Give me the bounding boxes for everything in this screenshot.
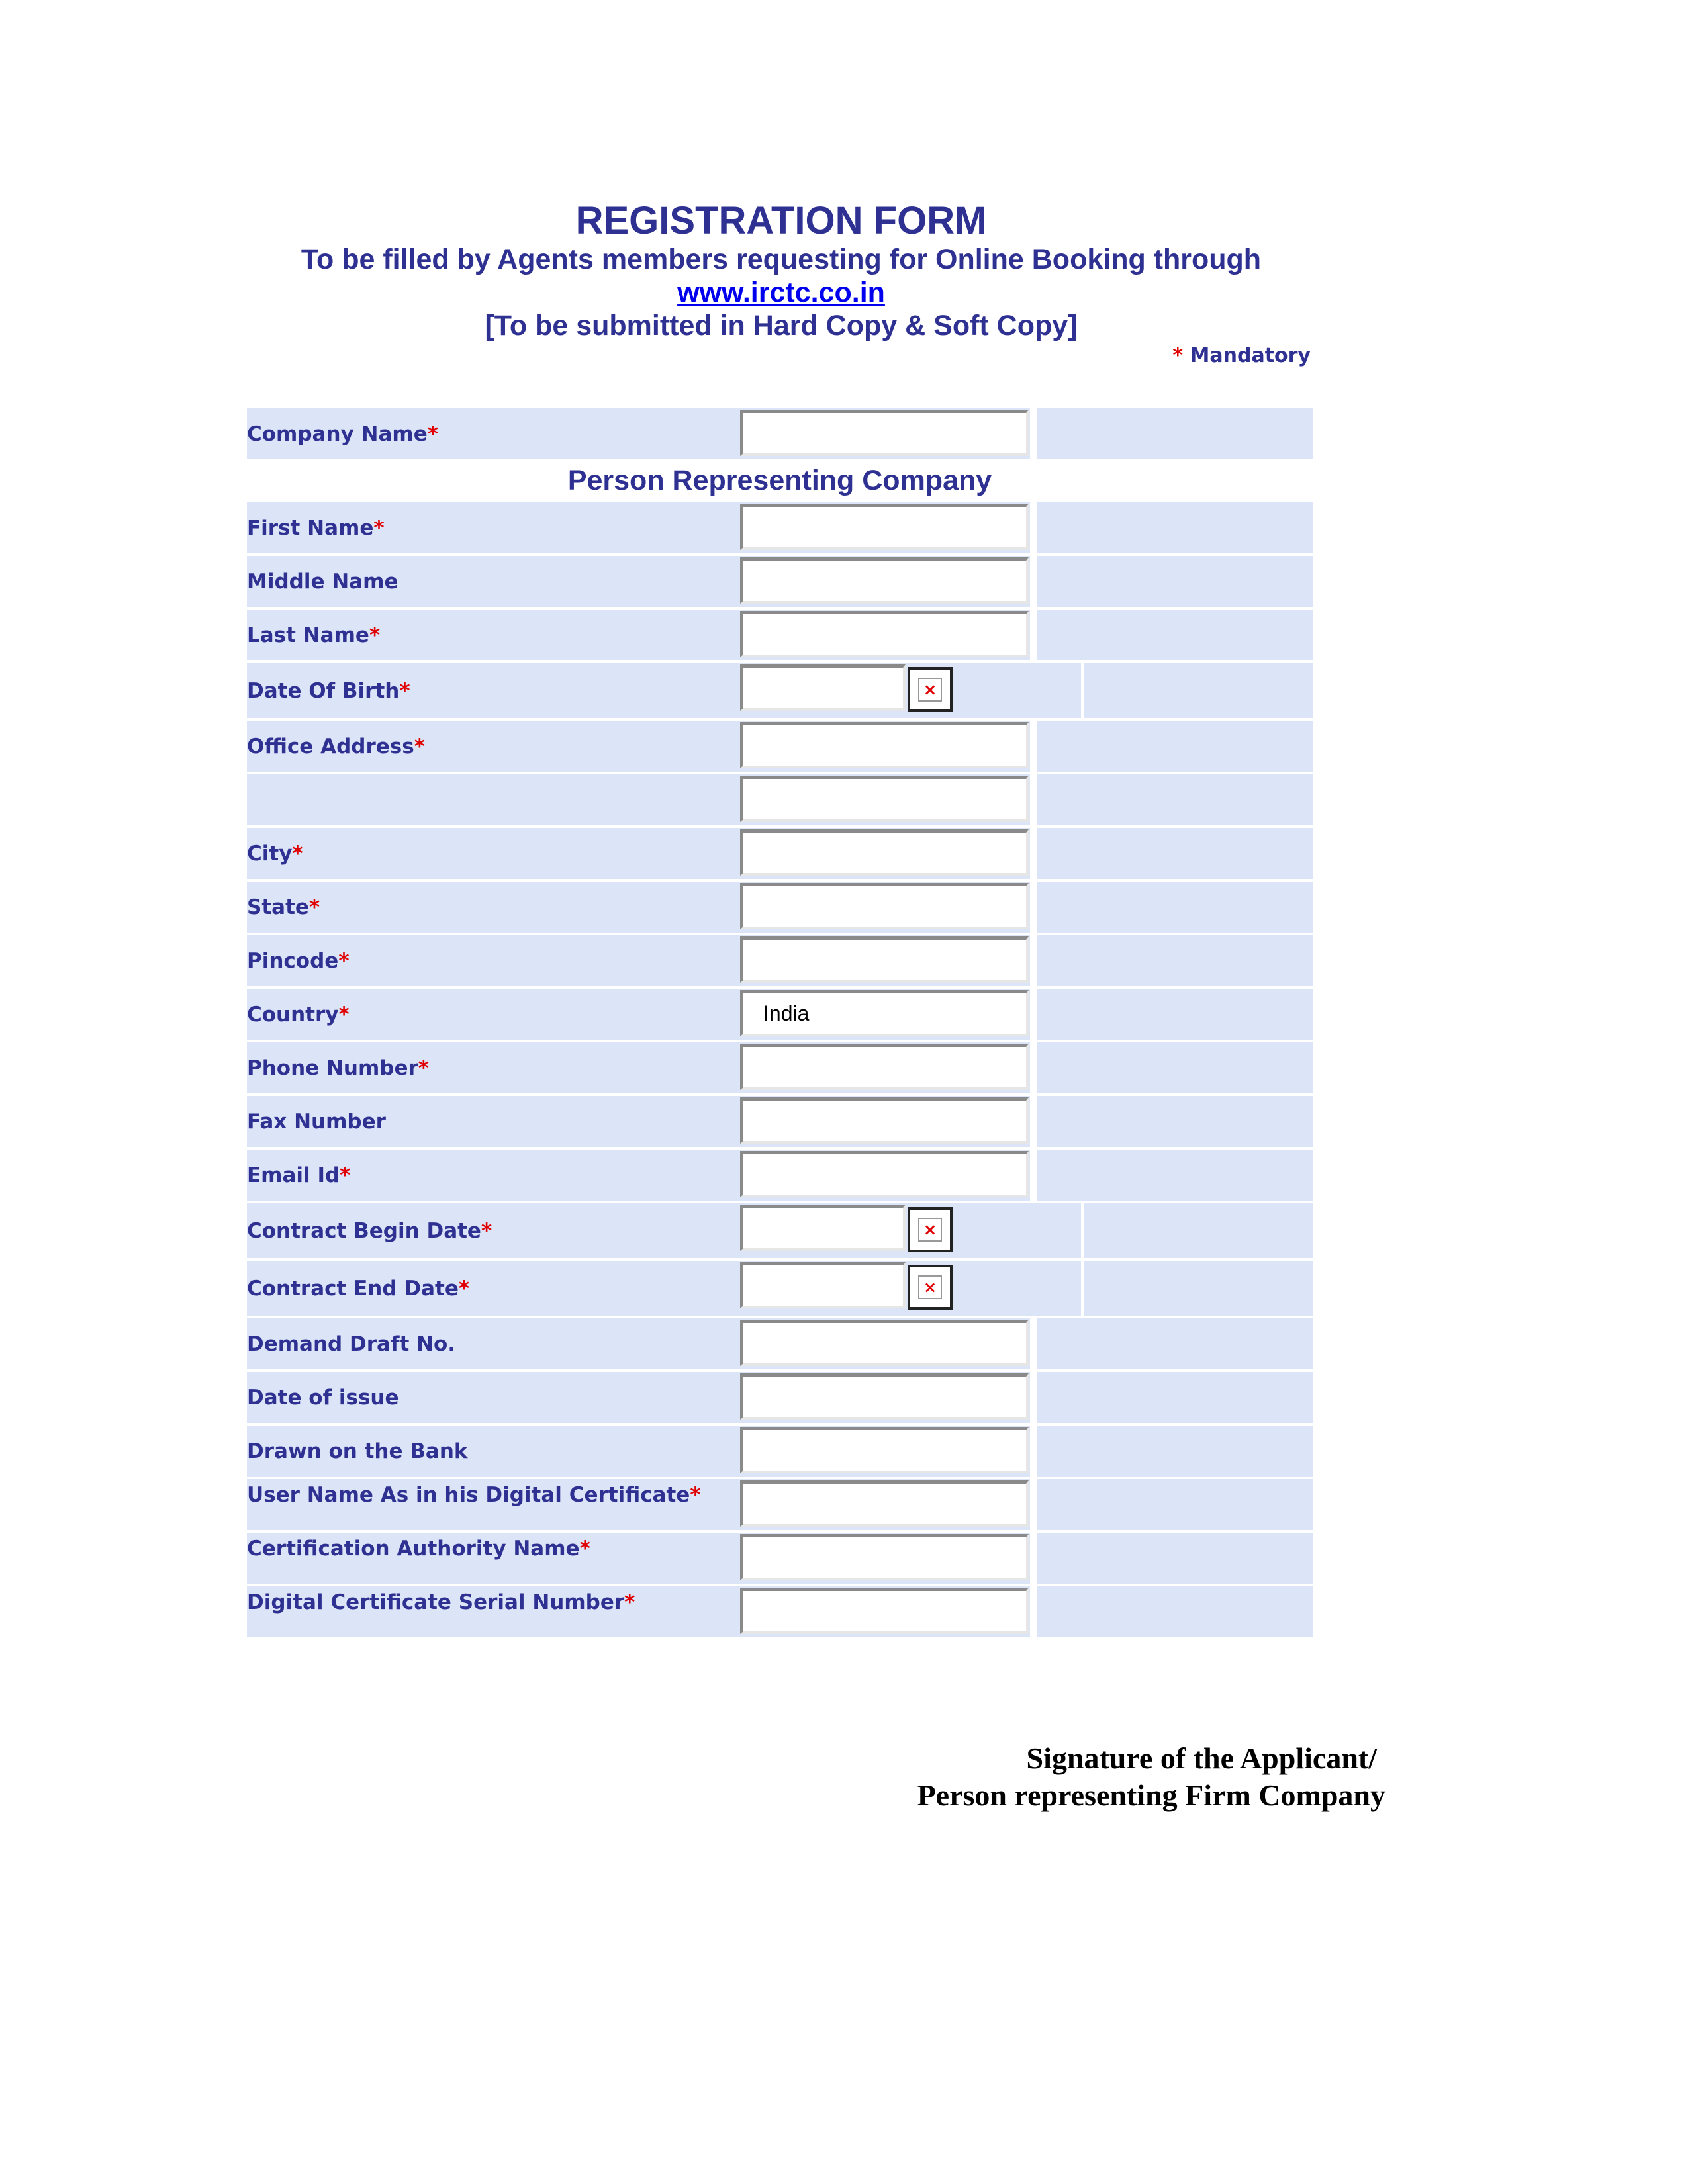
phone-number-input[interactable] (740, 1044, 1029, 1090)
middle-name-input[interactable] (740, 557, 1029, 604)
row-office-address-2 (247, 774, 1313, 828)
middle-name-label: Middle Name (247, 556, 740, 607)
row-certification-authority (247, 1533, 1313, 1586)
email-id-input[interactable] (740, 1151, 1029, 1197)
section-person-representing: Person Representing Company (247, 462, 1313, 502)
contract-begin-date-label: Contract Begin Date * (247, 1203, 740, 1258)
row-demand-draft-no (247, 1318, 1313, 1372)
date-of-issue-label: Date of issue (247, 1372, 740, 1423)
row-fax-number (247, 1096, 1313, 1150)
signature-line-1: Signature of the Applicant/ (1026, 1741, 1377, 1775)
dob-calendar-icon[interactable]: × (908, 667, 953, 712)
certificate-serial-label: Digital Certificate Serial Number * (247, 1586, 740, 1637)
user-name-certificate-input[interactable] (740, 1480, 1029, 1527)
contract-begin-date-input[interactable] (740, 1205, 906, 1251)
row-middle-name (247, 556, 1313, 610)
irctc-link[interactable]: www.irctc.co.in (677, 277, 885, 308)
first-name-input[interactable] (740, 504, 1029, 550)
signature-line-2: Person representing Firm Company (917, 1778, 1385, 1812)
pincode-input[interactable] (740, 936, 1029, 983)
row-phone-number (247, 1042, 1313, 1096)
form-subtitle: To be filled by Agents members requesting for Online Booking through (301, 244, 1262, 275)
office-address-2-label (247, 774, 740, 825)
phone-number-label: Phone Number * (247, 1042, 740, 1093)
row-first-name (247, 502, 1313, 556)
company-name-label: Company Name * (247, 408, 740, 459)
fax-number-label: Fax Number (247, 1096, 740, 1147)
contract-end-calendar-icon[interactable]: × (908, 1265, 953, 1310)
office-address-input-1[interactable] (740, 722, 1029, 768)
row-city (247, 828, 1313, 882)
email-id-label: Email Id * (247, 1150, 740, 1201)
certification-authority-label: Certification Authority Name * (247, 1533, 740, 1584)
row-contract-begin-date (247, 1203, 1313, 1261)
row-last-name (247, 610, 1313, 663)
registration-form (247, 408, 1313, 1640)
demand-draft-no-input[interactable] (740, 1320, 1029, 1366)
submission-note: [To be submitted in Hard Copy & Soft Copy] (485, 310, 1078, 341)
row-drawn-on-bank (247, 1426, 1313, 1479)
contract-end-date-label: Contract End Date * (247, 1261, 740, 1316)
country-label: Country * (247, 989, 740, 1040)
drawn-on-bank-input[interactable] (740, 1427, 1029, 1473)
irctc-link-line (0, 277, 1562, 309)
row-country (247, 989, 1313, 1042)
city-input[interactable] (740, 829, 1029, 876)
country-input[interactable]: India (740, 990, 1029, 1036)
last-name-label: Last Name * (247, 610, 740, 660)
row-office-address (247, 721, 1313, 774)
contract-end-date-input[interactable] (740, 1262, 906, 1308)
row-state (247, 882, 1313, 935)
mandatory-legend (1172, 344, 1311, 367)
certificate-serial-input[interactable] (740, 1588, 1029, 1634)
mandatory-label: Mandatory (1190, 344, 1311, 367)
row-company-name (247, 408, 1313, 462)
row-pincode (247, 935, 1313, 989)
demand-draft-no-label: Demand Draft No. (247, 1318, 740, 1369)
office-address-label: Office Address * (247, 721, 740, 772)
dob-label: Date Of Birth * (247, 663, 740, 718)
fax-number-input[interactable] (740, 1097, 1029, 1144)
last-name-input[interactable] (740, 611, 1029, 657)
date-of-issue-input[interactable] (740, 1373, 1029, 1420)
row-email-id (247, 1150, 1313, 1203)
city-label: City * (247, 828, 740, 879)
first-name-label: First Name * (247, 502, 740, 553)
company-name-input[interactable] (740, 410, 1029, 456)
user-name-certificate-label: User Name As in his Digital Certificate * (247, 1479, 740, 1530)
state-label: State * (247, 882, 740, 933)
state-input[interactable] (740, 883, 1029, 929)
certification-authority-input[interactable] (740, 1534, 1029, 1580)
row-contract-end-date (247, 1261, 1313, 1318)
office-address-input-2[interactable] (740, 776, 1029, 822)
row-date-of-issue (247, 1372, 1313, 1426)
mandatory-star: * (1172, 344, 1184, 367)
row-date-of-birth (247, 663, 1313, 721)
row-certificate-serial (247, 1586, 1313, 1640)
drawn-on-bank-label: Drawn on the Bank (247, 1426, 740, 1477)
dob-input[interactable] (740, 664, 906, 711)
row-user-name-certificate (247, 1479, 1313, 1533)
form-title: REGISTRATION FORM (575, 199, 987, 242)
contract-begin-calendar-icon[interactable]: × (908, 1207, 953, 1252)
pincode-label: Pincode * (247, 935, 740, 986)
